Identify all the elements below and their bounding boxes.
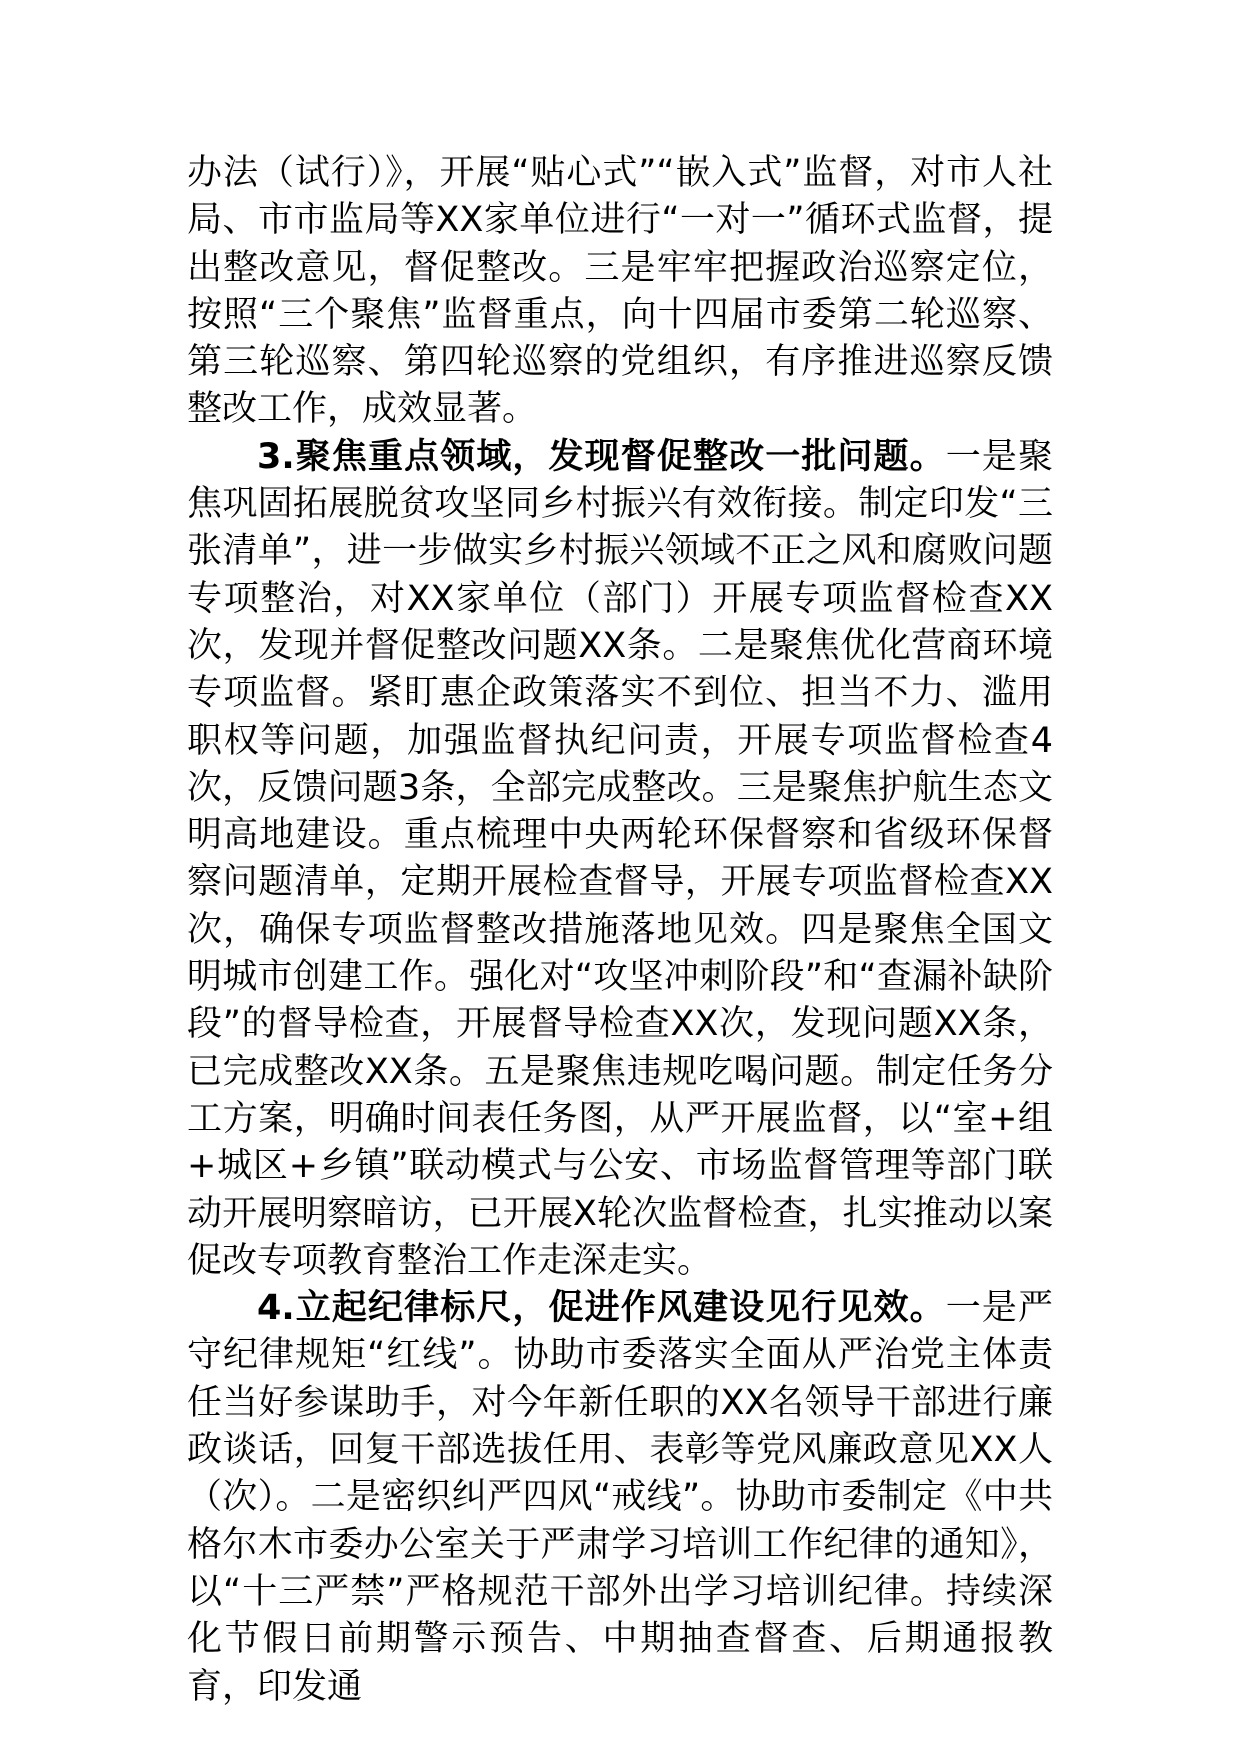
paragraph-body: 办法（试行）》，开展“贴心式”“嵌入式”监督，对市人社局、市市监局等XX家单位进行“一对一”循环式监督，提出整改意见，督促整改。三是牢牢把握政治巡察定位，按照“三个聚焦”监督重点，向十四届市委第二轮巡察、第三轮巡察、第四轮巡察的党组织，有序推进巡察反馈整改工作，成效显著。: [187, 153, 1053, 430]
paragraph-section-3: [187, 434, 1053, 1285]
paragraph-section-4: [187, 1285, 1053, 1711]
document-page: [187, 150, 1053, 1711]
section-heading: 3.聚焦重点领域，发现督促整改一批问题。: [257, 436, 946, 477]
paragraph-body: 一是聚焦巩固拓展脱贫攻坚同乡村振兴有效衔接。制定印发“三张清单”，进一步做实乡村振兴领域不正之风和腐败问题专项整治，对XX家单位（部门）开展专项监督检查XX次，发现并督促整改问题XX条。二是聚焦优化营商环境专项监督。紧盯惠企政策落实不到位、担当不力、滥用职权等问题，加强监督执纪问责，开展专项监督检查4次，反馈问题3条，全部完成整改。三是聚焦护航生态文明高地建设。重点梳理中央两轮环保督察和省级环保督察问题清单，定期开展检查督导，开展专项监督检查XX次，确保专项监督整改措施落地见效。四是聚焦全国文明城市创建工作。强化对“攻坚冲刺阶段”和“查漏补缺阶段”的督导检查，开展督导检查XX次，发现问题XX条，已完成整改XX条。五是聚焦违规吃喝问题。制定任务分工方案，明确时间表任务图，从严开展监督，以“室+组+城区+乡镇”联动模式与公安、市场监督管理等部门联动开展明察暗访，已开展X轮次监督检查，扎实推动以案促改专项教育整治工作走深走实。: [187, 436, 1053, 1281]
section-heading: 4.立起纪律标尺，促进作风建设见行见效。: [257, 1288, 946, 1329]
paragraph-body: 一是严守纪律规矩“红线”。协助市委落实全面从严治党主体责任当好参谋助手，对今年新任职的XX名领导干部进行廉政谈话，回复干部选拔任用、表彰等党风廉政意见XX人（次）。二是密织纠严四风“戒线”。协助市委制定《中共格尔木市委办公室关于严肃学习培训工作纪律的通知》，以“十三严禁”严格规范干部外出学习培训纪律。持续深化节假日前期警示预告、中期抽查督查、后期通报教育，印发通: [187, 1288, 1053, 1707]
paragraph-continued: [187, 150, 1053, 434]
